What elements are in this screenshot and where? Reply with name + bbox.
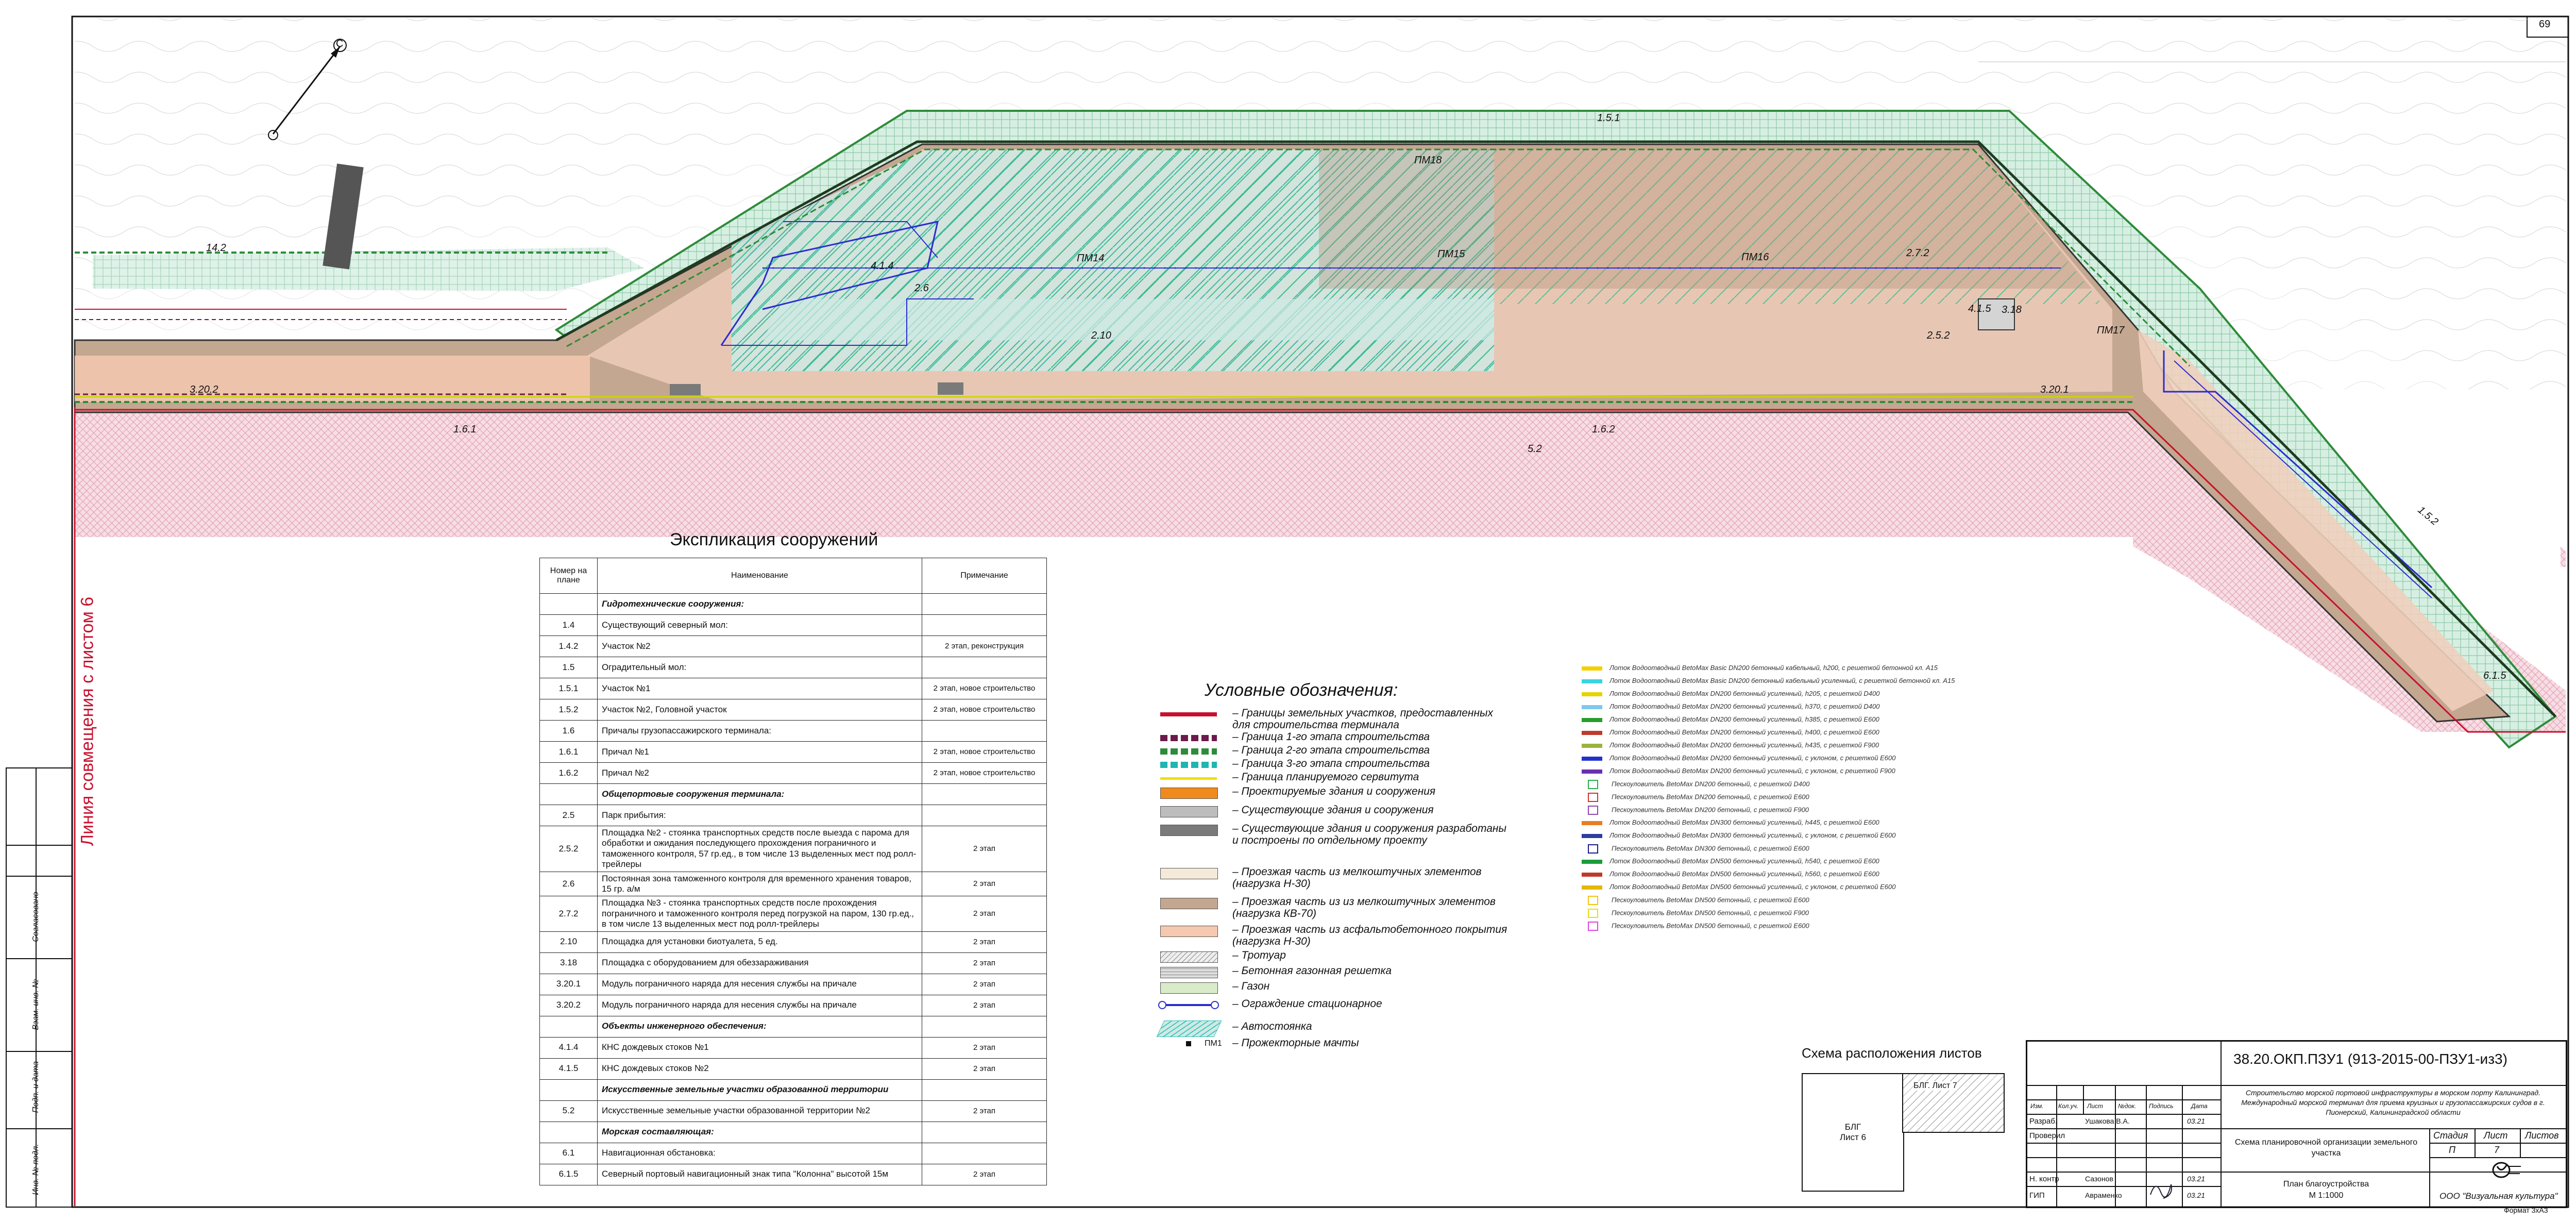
tray-text: Лоток Водоотводный BetoMax DN500 бетонный усиленный, h560, с решеткой E600: [1609, 870, 1879, 878]
tray-item: [1582, 793, 1809, 805]
left-strip-inv: Взам. инв. №: [31, 979, 40, 1030]
row-number: 2.10: [540, 931, 598, 952]
tray-swatch: [1588, 844, 1598, 854]
legend-text: – Проектируемые здания и сооружения: [1232, 785, 1436, 797]
map-label: 2.7.2: [1906, 247, 1929, 259]
table-row: [540, 1143, 1047, 1164]
table-row: [540, 1122, 1047, 1143]
sheet-scheme-box-right: [1902, 1073, 2005, 1133]
table-row: [540, 896, 1047, 931]
explication-title: Экспликация сооружений: [670, 530, 878, 549]
hdr-kol: Кол.уч.: [2058, 1102, 2079, 1110]
map-label: 2.10: [1091, 330, 1111, 341]
tray-item: [1582, 909, 1809, 921]
tray-item: [1582, 741, 1879, 754]
tray-text: Лоток Водоотводный BetoMax DN200 бетонный усиленный, h400, с решеткой E600: [1609, 728, 1879, 736]
legend-text: – Ограждение стационарное: [1232, 998, 1382, 1010]
row-name: Северный портовый навигационный знак типа "Колонна" высотой 15м: [598, 1164, 922, 1185]
legend-text: – Граница 1-го этапа строительства: [1232, 731, 1430, 743]
legend-swatch: [1186, 1041, 1191, 1046]
row-note: 2 этап: [922, 1037, 1047, 1058]
row-number: 1.4: [540, 615, 598, 636]
tray-swatch: [1582, 757, 1602, 761]
row-note: [922, 805, 1047, 826]
row-note: 2 этап, новое строительство: [922, 742, 1047, 763]
row-number: 4.1.4: [540, 1037, 598, 1058]
tray-text: Лоток Водоотводный BetoMax DN500 бетонный усиленный, h540, с решеткой E600: [1609, 857, 1879, 865]
hdr-date: Дата: [2191, 1102, 2208, 1110]
legend-swatch: [1160, 712, 1217, 716]
legend-swatch: [1160, 825, 1218, 836]
table-row: [540, 826, 1047, 872]
row-name: Площадка №3 - стоянка транспортных средств после прохождения пограничного и таможенного контроля перед погрузкой на паром, 130 гр.ед., в том числе 13 выделенных мест под ролл-трейлеры: [598, 896, 922, 931]
table-row: [540, 1058, 1047, 1079]
row-note: 2 этап: [922, 1058, 1047, 1079]
row-name: Модуль пограничного наряда для несения службы на причале: [598, 995, 922, 1016]
role-gip: ГИП: [2029, 1191, 2045, 1200]
row-number: 2.6: [540, 872, 598, 896]
legend-text: – Проезжая часть из асфальтобетонного покрытия (нагрузка Н-30): [1232, 924, 1507, 948]
tray-text: Лоток Водоотводный BetoMax Basic DN200 бетонный кабельный, h200, с решеткой бетонной кл. А15: [1609, 664, 1938, 672]
table-row: [540, 1079, 1047, 1100]
tray-swatch: [1582, 873, 1602, 877]
tray-swatch: [1582, 705, 1602, 709]
left-strip-agreed: Согласовано: [31, 892, 40, 942]
sheet-scheme-right-label: БЛГ. Лист 7: [1913, 1081, 1957, 1090]
tray-text: Пескоуловитель BetoMax DN300 бетонный, с решеткой E600: [1612, 844, 1809, 852]
col-number: Номер на плане: [540, 558, 598, 594]
row-name: Постоянная зона таможенного контроля для временного хранения товаров, 15 гр. а/м: [598, 872, 922, 896]
row-number: 1.5: [540, 657, 598, 678]
tray-item: [1582, 754, 1895, 766]
tray-item: [1582, 806, 1809, 818]
table-row: [540, 974, 1047, 995]
tray-text: Лоток Водоотводный BetoMax DN200 бетонный усиленный, с уклоном, с решеткой E600: [1609, 754, 1896, 762]
row-note: 2 этап, новое строительство: [922, 763, 1047, 784]
table-row: [540, 805, 1047, 826]
role-norm-control: Н. контр: [2029, 1175, 2059, 1183]
row-note: [922, 1016, 1047, 1037]
north-label: С: [336, 38, 344, 49]
row-number: 2.5.2: [540, 826, 598, 872]
row-note: [922, 721, 1047, 742]
row-name: Искусственные земельные участки образованной территории: [598, 1079, 922, 1100]
tray-swatch: [1588, 922, 1598, 931]
signature: [2148, 1177, 2179, 1202]
legend-swatch: [1160, 898, 1218, 909]
table-row: [540, 931, 1047, 952]
tray-swatch: [1582, 770, 1602, 774]
legend-swatch: [1160, 868, 1218, 879]
legend-text: – Граница планируемого сервитута: [1232, 771, 1419, 783]
tray-swatch: [1582, 731, 1602, 735]
legend-swatch: [1157, 1021, 1222, 1037]
tray-swatch: [1588, 780, 1598, 789]
tray-swatch: [1582, 744, 1602, 748]
date-norm-control: 03.21: [2187, 1175, 2206, 1183]
tray-text: Лоток Водоотводный BetoMax DN200 бетонный усиленный, с уклоном, с решеткой F900: [1609, 767, 1895, 775]
col-name: Наименование: [598, 558, 922, 594]
role-checker: Проверил: [2029, 1131, 2065, 1140]
stage-value: П: [2449, 1145, 2456, 1155]
row-note: [922, 594, 1047, 615]
sheet-value: 7: [2494, 1145, 2500, 1155]
row-number: [540, 1016, 598, 1037]
tray-swatch: [1588, 896, 1598, 905]
hdr-stage: Стадия: [2433, 1130, 2468, 1141]
row-number: 1.5.1: [540, 678, 598, 699]
row-name: Гидротехнические сооружения:: [598, 594, 922, 615]
row-name: Площадка с оборудованием для обеззараживания: [598, 952, 922, 974]
tray-item: [1582, 831, 1895, 844]
map-label: 5.2: [1528, 443, 1542, 455]
sheet-scheme-title: Схема расположения листов: [1802, 1045, 1982, 1061]
row-number: 5.2: [540, 1100, 598, 1122]
left-strip-orig: Инв. № подл.: [31, 1144, 40, 1195]
legend-text: – Прожекторные мачты: [1232, 1037, 1359, 1049]
row-note: 2 этап, новое строительство: [922, 699, 1047, 721]
row-name: Участок №2, Головной участок: [598, 699, 922, 721]
sheet-number: 69: [2539, 19, 2551, 30]
tray-text: Лоток Водоотводный BetoMax DN200 бетонный усиленный, h370, с решеткой D400: [1609, 703, 1880, 710]
row-number: 1.5.2: [540, 699, 598, 721]
table-row: [540, 995, 1047, 1016]
hdr-sign: Подпись: [2149, 1102, 2174, 1110]
tray-text: Лоток Водоотводный BetoMax DN500 бетонный усиленный, с уклоном, с решеткой E600: [1609, 883, 1896, 891]
row-note: 2 этап: [922, 1100, 1047, 1122]
tray-item: [1582, 664, 1938, 676]
row-number: 6.1: [540, 1143, 598, 1164]
sheet-scheme-box-left: [1802, 1073, 1904, 1192]
legend-swatch: [1160, 951, 1218, 963]
row-number: [540, 1122, 598, 1143]
table-row: [540, 952, 1047, 974]
tray-item: [1582, 922, 1809, 934]
legend-parking-label: ПМ1: [1205, 1039, 1222, 1048]
row-name: Модуль пограничного наряда для несения службы на причале: [598, 974, 922, 995]
tray-item: [1582, 715, 1879, 728]
legend-text: – Бетонная газонная решетка: [1232, 965, 1392, 977]
legend-swatch: [1160, 1004, 1217, 1006]
tray-item: [1582, 677, 1955, 689]
map-label: 2.6: [914, 282, 929, 294]
row-name: КНС дождевых стоков №1: [598, 1037, 922, 1058]
tray-swatch: [1582, 666, 1602, 671]
row-note: 2 этап, новое строительство: [922, 678, 1047, 699]
table-row: [540, 872, 1047, 896]
row-number: 2.5: [540, 805, 598, 826]
row-name: Существующий северный мол:: [598, 615, 922, 636]
hdr-sheet: Лист: [2484, 1130, 2508, 1141]
map-label: 14.2: [206, 242, 226, 254]
map-label: ПМ17: [2097, 325, 2125, 336]
map-label: ПМ14: [1077, 253, 1105, 264]
tray-text: Пескоуловитель BetoMax DN500 бетонный, с решеткой F900: [1612, 909, 1809, 917]
hdr-izm: Изм.: [2030, 1102, 2044, 1110]
tray-swatch: [1588, 806, 1598, 815]
map-label: 3.20.2: [190, 384, 218, 395]
table-row: [540, 1037, 1047, 1058]
date-gip: 03.21: [2187, 1191, 2206, 1199]
legend-text: – Существующие здания и сооружения разработаны и построены по отдельному проекту: [1232, 823, 1506, 847]
row-name: Объекты инженерного обеспечения:: [598, 1016, 922, 1037]
legend-swatch: [1160, 926, 1218, 937]
row-note: [922, 657, 1047, 678]
tray-item: [1582, 818, 1879, 831]
sheet-title: План благоустройства: [2283, 1180, 2369, 1189]
legend-text: – Проезжая часть из мелкоштучных элементов (нагрузка Н-30): [1232, 866, 1482, 890]
table-row: [540, 615, 1047, 636]
map-label: 6.1.5: [2483, 670, 2506, 681]
row-name: Навигационная обстановка:: [598, 1143, 922, 1164]
row-number: [540, 594, 598, 615]
tray-swatch: [1582, 692, 1602, 696]
map-label: 1.6.1: [453, 424, 477, 435]
name-norm-control: Сазонов: [2085, 1175, 2113, 1183]
tray-item: [1582, 728, 1879, 741]
table-row: [540, 699, 1047, 721]
tray-swatch: [1582, 860, 1602, 864]
row-note: [922, 1079, 1047, 1100]
legend-text: – Границы земельных участков, предоставленных для строительства терминала: [1232, 707, 1493, 731]
row-note: 2 этап: [922, 1164, 1047, 1185]
legend-text: – Автостоянка: [1232, 1021, 1312, 1032]
table-row: [540, 763, 1047, 784]
row-number: [540, 784, 598, 805]
map-label: ПМ15: [1437, 248, 1465, 260]
tray-text: Пескоуловитель BetoMax DN200 бетонный, с решеткой F900: [1612, 806, 1809, 814]
table-row: [540, 1164, 1047, 1185]
left-strip-sign: Подп. и дата: [31, 1061, 40, 1113]
tray-swatch: [1582, 821, 1602, 825]
tray-item: [1582, 703, 1880, 715]
tray-item: [1582, 767, 1895, 779]
tray-item: [1582, 870, 1879, 882]
legend-swatch: [1160, 777, 1217, 780]
row-number: 1.6.2: [540, 763, 598, 784]
table-row: [540, 742, 1047, 763]
explication-table: [539, 558, 1047, 1185]
row-note: 2 этап: [922, 896, 1047, 931]
hdr-list: Лист: [2087, 1102, 2103, 1110]
tray-item: [1582, 883, 1895, 895]
row-note: [922, 784, 1047, 805]
tray-item: [1582, 690, 1880, 702]
legend-text: – Тротуар: [1232, 949, 1286, 961]
row-name: Искусственные земельные участки образованной территории №2: [598, 1100, 922, 1122]
date-developer: 03.21: [2187, 1117, 2206, 1125]
row-name: Участок №1: [598, 678, 922, 699]
role-developer: Разраб.: [2029, 1117, 2058, 1126]
map-label: 1.6.2: [1592, 424, 1615, 435]
document-code: 38.20.ОКП.ПЗУ1 (913-2015-00-ПЗУ1-из3): [2233, 1051, 2507, 1067]
format-label: Формат 3хА3: [2504, 1206, 2548, 1214]
legend-title: Условные обозначения:: [1205, 680, 1398, 700]
tray-text: Лоток Водоотводный BetoMax DN300 бетонный усиленный, с уклоном, с решеткой E600: [1609, 831, 1896, 839]
row-number: [540, 1079, 598, 1100]
company-logo: [2491, 1161, 2522, 1179]
tray-swatch: [1582, 885, 1602, 890]
row-number: 4.1.5: [540, 1058, 598, 1079]
col-note: Примечание: [922, 558, 1047, 594]
row-name: Причалы грузопассажирского терминала:: [598, 721, 922, 742]
tray-item: [1582, 857, 1879, 869]
row-number: 6.1.5: [540, 1164, 598, 1185]
legend-text: – Проезжая часть из из мелкоштучных элементов (нагрузка КВ-70): [1232, 896, 1496, 920]
map-label: 3.18: [2002, 304, 2022, 315]
name-developer: Ушакова В.А.: [2085, 1117, 2130, 1125]
tray-swatch: [1582, 718, 1602, 722]
row-name: Общепортовые сооружения терминала:: [598, 784, 922, 805]
tray-text: Пескоуловитель BetoMax DN200 бетонный, с решеткой D400: [1612, 780, 1810, 788]
tray-text: Пескоуловитель BetoMax DN500 бетонный, с решеткой E600: [1612, 896, 1809, 904]
table-row: [540, 678, 1047, 699]
tray-item: [1582, 780, 1809, 792]
map-label: 1.5.1: [1597, 112, 1620, 124]
row-number: 2.7.2: [540, 896, 598, 931]
tray-text: Лоток Водоотводный BetoMax Basic DN200 бетонный кабельный усиленный, с решеткой бетонной кл. А15: [1609, 677, 1955, 684]
tray-text: Лоток Водоотводный BetoMax DN200 бетонный усиленный, h435, с решеткой F900: [1609, 741, 1879, 749]
row-name: КНС дождевых стоков №2: [598, 1058, 922, 1079]
map-label: ПМ18: [1414, 155, 1442, 166]
map-label: ПМ16: [1741, 252, 1769, 263]
row-note: 2 этап: [922, 931, 1047, 952]
table-row: [540, 1016, 1047, 1037]
row-number: 1.4.2: [540, 636, 598, 657]
hdr-doc: №док.: [2118, 1102, 2137, 1110]
tray-swatch: [1588, 793, 1598, 802]
side-combination-label: Линия совмещения с листом 6: [77, 596, 97, 846]
row-name: Парк прибытия:: [598, 805, 922, 826]
row-note: 2 этап: [922, 872, 1047, 896]
row-name: Площадка для установки биотуалета, 5 ед.: [598, 931, 922, 952]
row-name: Оградительный мол:: [598, 657, 922, 678]
drawing-scale: М 1:1000: [2309, 1191, 2344, 1200]
table-row: [540, 636, 1047, 657]
sheet-scheme-left-label: БЛГ Лист 6: [1839, 1122, 1867, 1142]
legend-text: – Газон: [1232, 980, 1270, 992]
tray-swatch: [1582, 834, 1602, 838]
row-name: Причал №2: [598, 763, 922, 784]
legend-swatch: [1160, 735, 1217, 741]
row-note: [922, 1143, 1047, 1164]
row-name: Причал №1: [598, 742, 922, 763]
table-row: [540, 1100, 1047, 1122]
tray-item: [1582, 844, 1809, 857]
row-note: 2 этап: [922, 995, 1047, 1016]
legend-swatch: [1160, 982, 1218, 994]
legend-swatch: [1160, 788, 1218, 799]
legend-swatch: [1160, 748, 1217, 755]
row-name: Участок №2: [598, 636, 922, 657]
map-label: 4.1.5: [1968, 303, 1991, 314]
tray-swatch: [1588, 909, 1598, 918]
map-label: 3.20.1: [2040, 384, 2069, 395]
table-row: [540, 784, 1047, 805]
project-name: Строительство морской портовой инфраструктуры в морском порту Калининград. Международный морской терминал для приема круизных и грузопассажирских судов в г. Пионерский, Калининградской области: [2241, 1089, 2545, 1116]
row-number: 3.20.2: [540, 995, 598, 1016]
row-number: 3.18: [540, 952, 598, 974]
map-label: 4.1.4: [871, 260, 894, 272]
legend-swatch: [1160, 762, 1217, 768]
row-note: 2 этап: [922, 952, 1047, 974]
table-row: [540, 594, 1047, 615]
row-note: 2 этап: [922, 826, 1047, 872]
row-note: [922, 615, 1047, 636]
tray-text: Пескоуловитель BetoMax DN200 бетонный, с решеткой E600: [1612, 793, 1809, 801]
map-label: 2.5.2: [1927, 330, 1950, 341]
tray-item: [1582, 896, 1809, 908]
tray-text: Лоток Водоотводный BetoMax DN200 бетонный усиленный, h205, с решеткой D400: [1609, 690, 1880, 697]
legend-swatch: [1160, 967, 1218, 978]
row-name: Площадка №2 - стоянка транспортных средств после выезда с парома для обработки и ожидания последующего прохождения пограничного и таможенного контроля, 57 гр.ед., в том числе 13 выделенных мест под ролл-трейлеры: [598, 826, 922, 872]
row-number: 3.20.1: [540, 974, 598, 995]
tray-text: Лоток Водоотводный BetoMax DN200 бетонный усиленный, h385, с решеткой E600: [1609, 715, 1879, 723]
map-label: 1.5.2: [2415, 504, 2441, 528]
title-block: [2026, 1040, 2567, 1208]
table-row: [540, 721, 1047, 742]
drawing-title: Схема планировочной организации земельного участка: [2234, 1138, 2418, 1158]
legend-text: – Граница 3-го этапа строительства: [1232, 758, 1430, 770]
legend-swatch: [1160, 806, 1218, 817]
row-note: [922, 1122, 1047, 1143]
tray-swatch: [1582, 679, 1602, 683]
company-name: ООО "Визуальная культура": [2439, 1191, 2558, 1201]
name-gip: Авраменко: [2085, 1191, 2122, 1199]
hdr-sheets: Листов: [2525, 1130, 2559, 1141]
tray-text: Лоток Водоотводный BetoMax DN300 бетонный усиленный, h445, с решеткой E600: [1609, 818, 1879, 826]
row-name: Морская составляющая:: [598, 1122, 922, 1143]
row-number: 1.6: [540, 721, 598, 742]
legend-text: – Граница 2-го этапа строительства: [1232, 744, 1430, 756]
table-row: [540, 657, 1047, 678]
row-note: 2 этап: [922, 974, 1047, 995]
tray-text: Пескоуловитель BetoMax DN500 бетонный, с решеткой E600: [1612, 922, 1809, 930]
row-number: 1.6.1: [540, 742, 598, 763]
row-note: 2 этап, реконструкция: [922, 636, 1047, 657]
legend-text: – Существующие здания и сооружения: [1232, 804, 1434, 816]
